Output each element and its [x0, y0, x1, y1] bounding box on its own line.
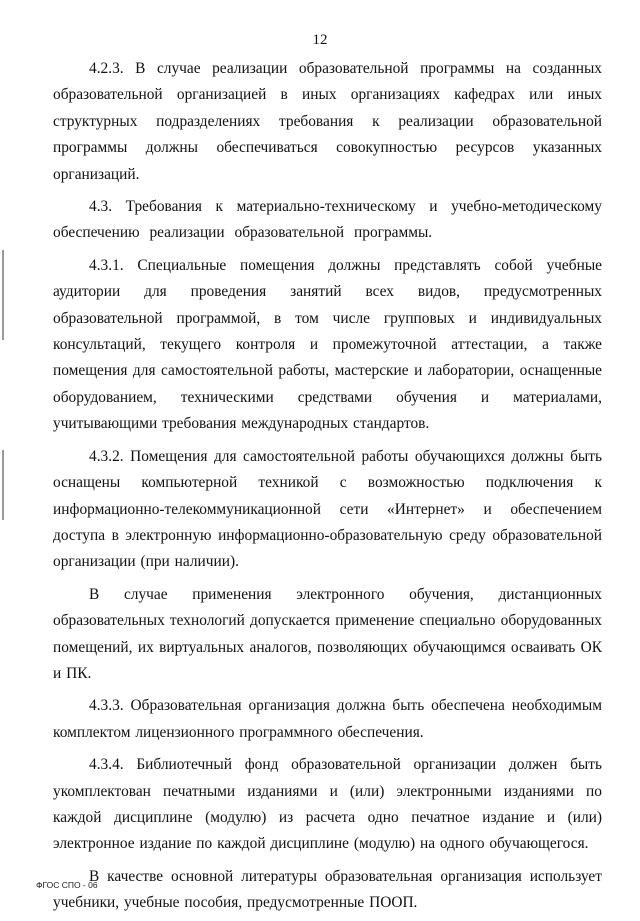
paragraph-4-3: 4.3. Требования к материально-техническому и учебно-методическому обеспечению реализации образовательной программы.	[53, 198, 602, 242]
paragraph-4-3-4: 4.3.4. Библиотечный фонд образовательной организации должен быть укомплектован печатными изданиями и (или) электронными изданиями по каждой дисциплине (модулю) из расчета одно печатное издание и (или) электронное издание по каждой дисциплине (модулю) на одного обучающегося.	[53, 756, 602, 853]
document-body	[53, 56, 602, 921]
paragraph-4-2-3: 4.2.3. В случае реализации образовательной программы на созданных образовательной организацией в иных организациях кафедрах или иных структурных подразделениях требования к реализации образовательной программы должны обеспечиваться совокупностью ресурсов указанных организаций.	[53, 60, 602, 183]
paragraph-4-3-2: 4.3.2. Помещения для самостоятельной работы обучающихся должны быть оснащены компьютерной техникой с возможностью подключения к информационно-телекоммуникационной сети «Интернет» и обеспечением доступа в электронную информационно-образовательную среду образовательной организации (при наличии).	[53, 447, 602, 571]
page-number: 12	[312, 32, 328, 48]
paragraph-main-literature: В качестве основной литературы образовательная организация использует учебники, учебные пособия, предусмотренные ПООП.	[53, 867, 602, 912]
paragraph-4-3-3: 4.3.3. Образовательная организация должна быть обеспечена необходимым комплектом лицензионного программного обеспечения.	[53, 697, 602, 741]
scan-edge-mark	[2, 250, 4, 340]
scan-edge-mark	[2, 450, 4, 520]
paragraph-distance-learning: В случае применения электронного обучения, дистанционных образовательных технологий допускается применение специально оборудованных помещений, их виртуальных аналогов, позволяющих обучающимся осваивать ОК и ПК.	[53, 585, 602, 682]
paragraph-4-3-1: 4.3.1. Специальные помещения должны представлять собой учебные аудитории для проведения занятий всех видов, предусмотренных образовательной программой, в том числе групповых и индивидуальных консультаций, текущего контроля и промежуточной аттестации, а также помещения для самостоятельной работы, мастерские и лаборатории, оснащенные оборудованием, техническими средствами обучения и материалами, учитывающими требования международных стандартов.	[53, 256, 602, 433]
page-footer: ФГОС СПО - 06	[36, 880, 98, 890]
